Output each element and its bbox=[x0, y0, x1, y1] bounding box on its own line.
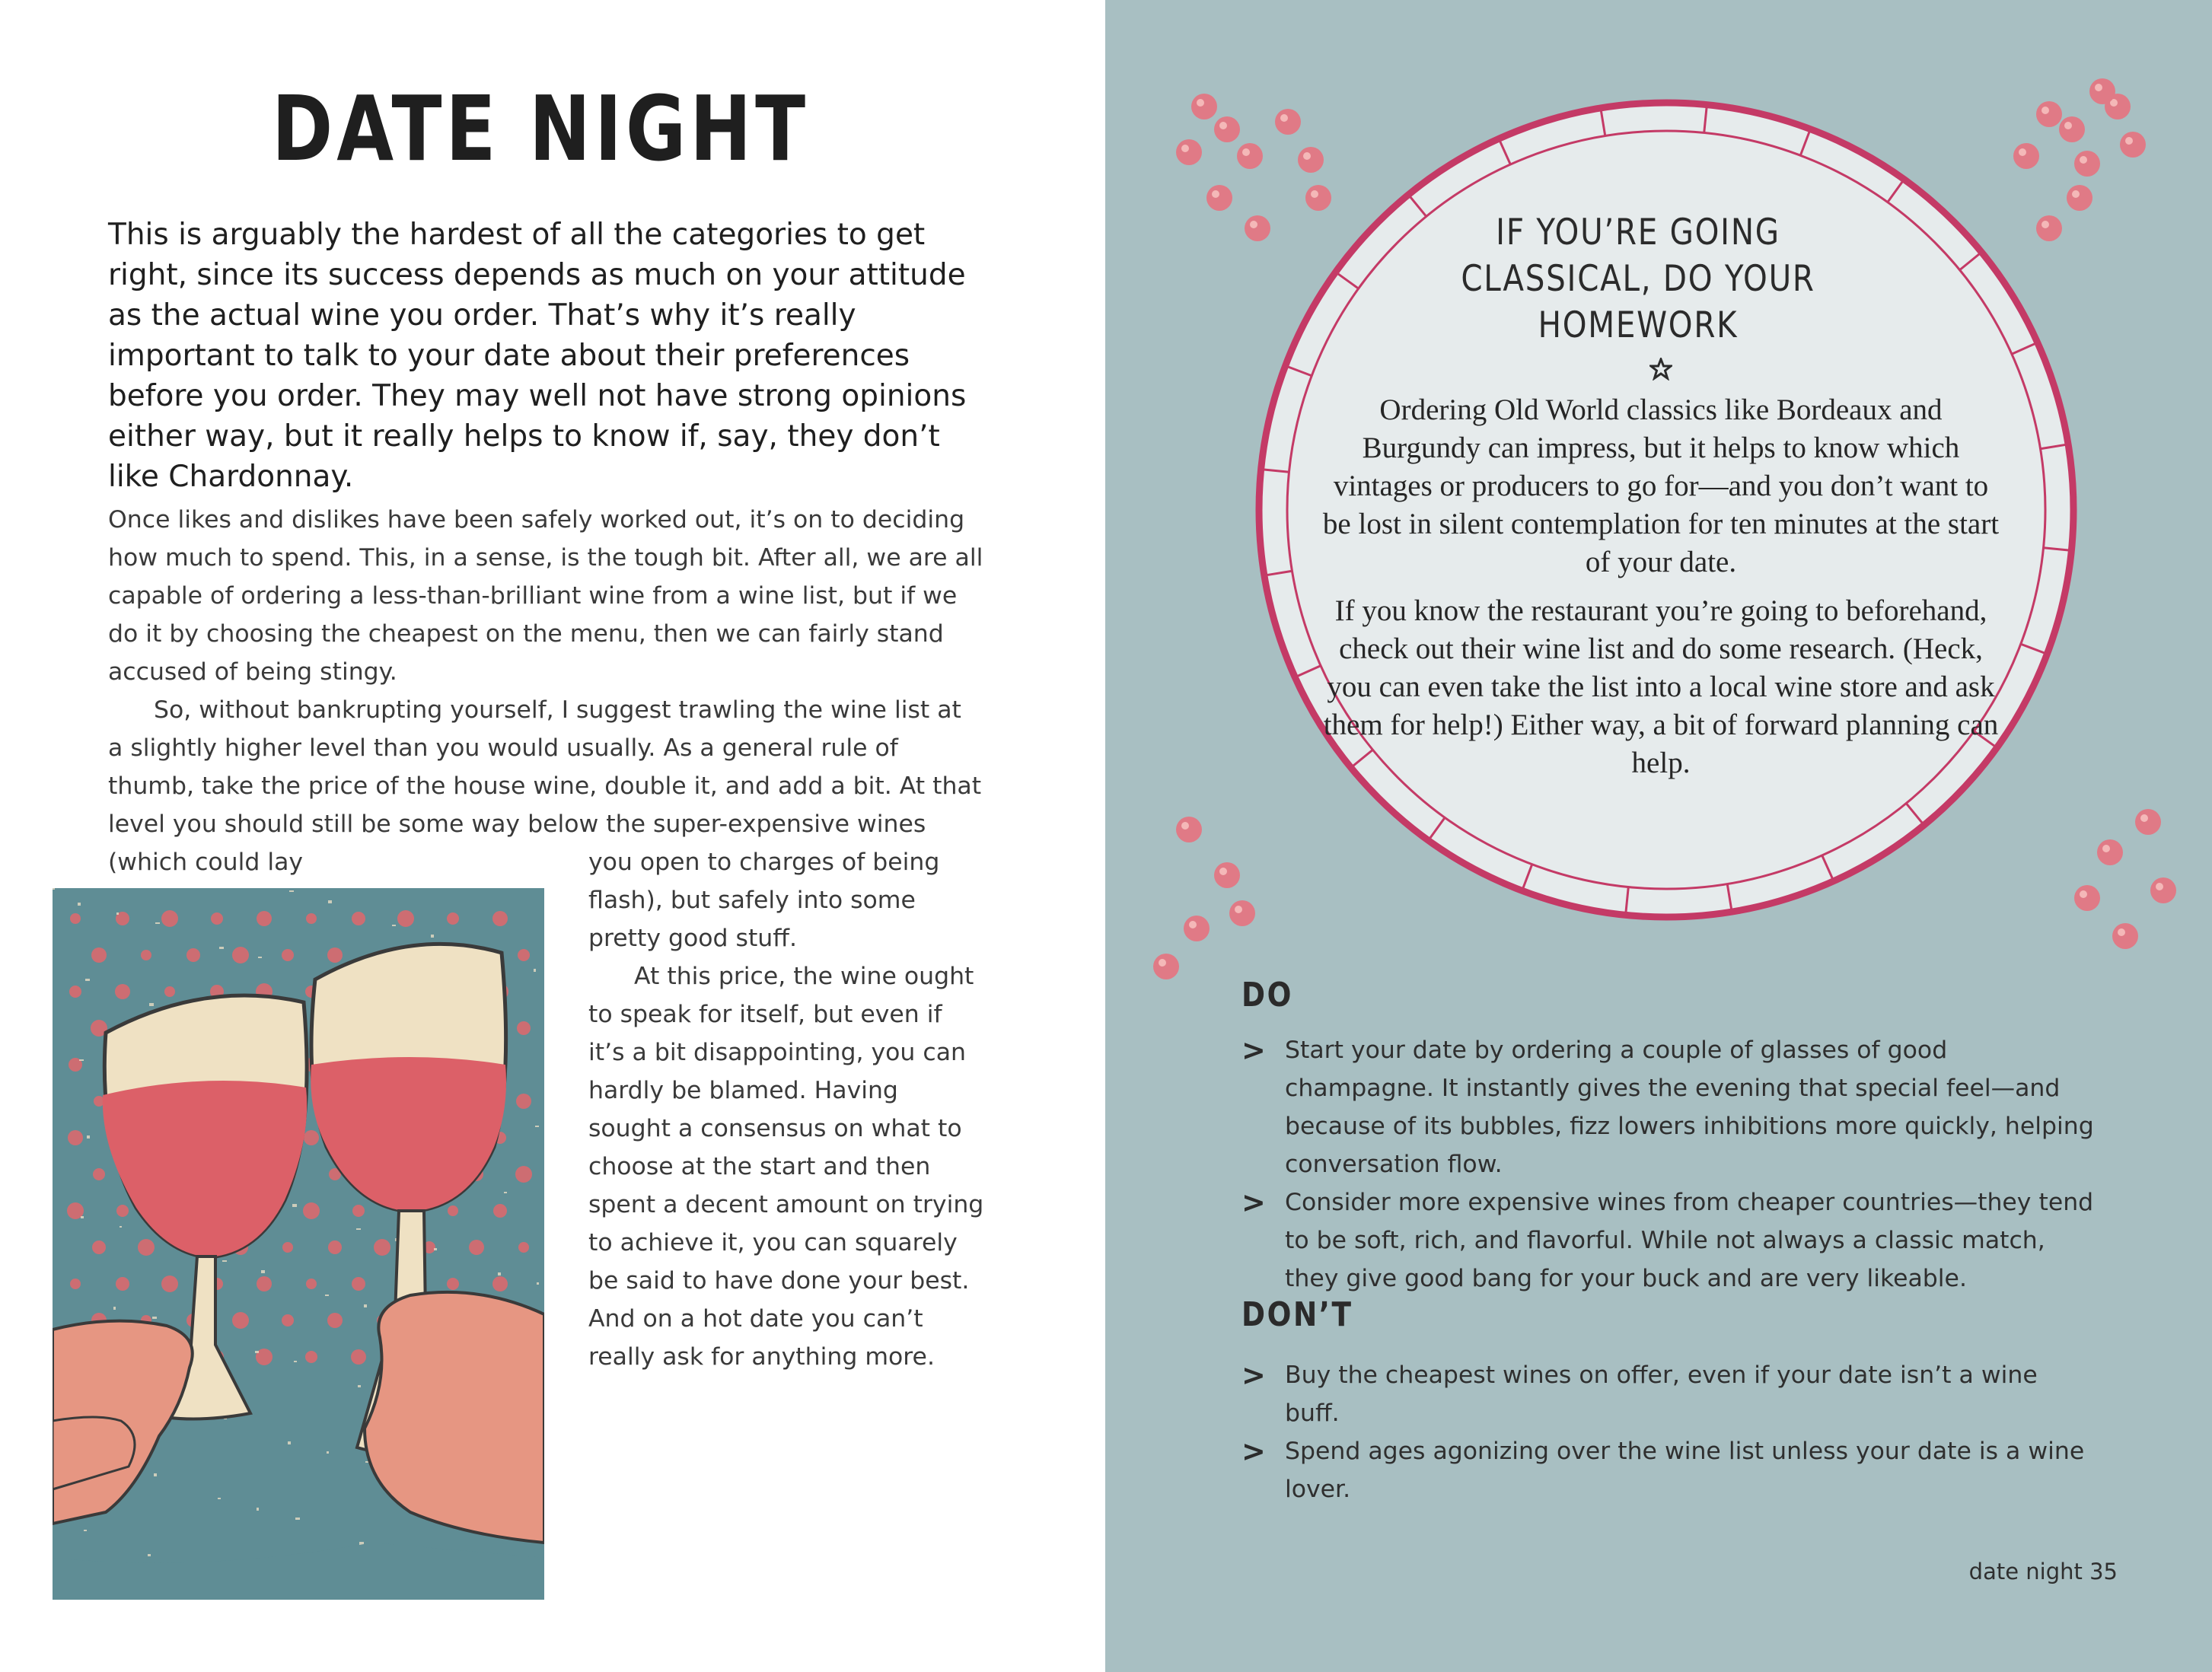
intro-paragraph: This is arguably the hardest of all the categories to get right, since its success depends as much on your attitude as the actual wine you order. That’s why it’s really important to talk to your date about their preferences before you order. They may well not have strong opinions either way, but it really helps to know if, say, they don’t like Chardonnay. bbox=[108, 218, 967, 494]
list-item: > Spend ages agonizing over the wine list unless your date is a wine lover. bbox=[1241, 1432, 2094, 1508]
callout-paragraph-1: Ordering Old World classics like Bordeaux and Burgundy can impress, but it helps to know which vintages or producers to go for—and you don’t want to be lost in silent contemplation for ten minutes at the start of your date. bbox=[1322, 393, 2000, 578]
callout-title: IF YOU’RE GOING CLASSICAL, DO YOUR HOMEWORK bbox=[1461, 212, 1815, 346]
list-item: > Start your date by ordering a couple of glasses of good champagne. It instantly gives the evening that special feel—and because of its bubbles, fizz lowers inhibitions more quickly, helping conversation flow. bbox=[1241, 1031, 2094, 1183]
body-text bbox=[108, 501, 983, 881]
chevron-right-icon: > bbox=[1241, 1186, 1266, 1219]
star-icon bbox=[1649, 358, 1672, 381]
dont-heading: DON’T bbox=[1241, 1295, 1353, 1334]
chevron-right-icon: > bbox=[1241, 1435, 1266, 1468]
column-text bbox=[588, 843, 984, 1376]
do-list bbox=[1241, 1031, 2094, 1298]
body-paragraph-3: At this price, the wine ought to speak for itself, but even if it’s a bit disappointing, you can hardly be blamed. Having sought a consensus on what to choose at the start and then spent a decent amount on trying to achieve it, you can squarely be said to have done your best. And on a hot date you can’t really ask for anything more. bbox=[588, 963, 984, 1371]
body-paragraph-1: Once likes and dislikes have been safely worked out, it’s on to deciding how much to spend. This, in a sense, is the tough bit. After all, we are all capable of ordering a less-than-brilliant wine from a wine list, but if we do it by choosing the cheapest on the menu, then we can fairly stand accused of being stingy. bbox=[108, 506, 983, 686]
wine-glasses-illustration bbox=[53, 888, 544, 1600]
chevron-right-icon: > bbox=[1241, 1033, 1266, 1067]
page-footer: date night 35 bbox=[1968, 1559, 2118, 1584]
do-heading: DO bbox=[1241, 976, 1293, 1014]
toast-illustration-icon bbox=[53, 888, 544, 1600]
list-item: > Buy the cheapest wines on offer, even if your date isn’t a wine buff. bbox=[1241, 1356, 2094, 1432]
callout-body bbox=[1318, 391, 2003, 793]
right-page bbox=[1105, 0, 2212, 1672]
page-title: DATE NIGHT bbox=[271, 76, 810, 181]
list-item: > Consider more expensive wines from cheaper countries—they tend to be soft, rich, and flavorful. While not always a classic match, they give good bang for your buck and are very likeable. bbox=[1241, 1183, 2094, 1298]
callout-paragraph-2: If you know the restaurant you’re going to beforehand, check out their wine list and do some research. (Heck, you can even take the list into a local wine store and ask them for help!) Either way, a bit of forward planning can help. bbox=[1323, 594, 1999, 779]
left-page bbox=[0, 0, 1105, 1672]
chevron-right-icon: > bbox=[1241, 1358, 1266, 1392]
body-paragraph-2-continued: you open to charges of being flash), but safely into some pretty good stuff. bbox=[588, 849, 940, 952]
body-paragraph-2: So, without bankrupting yourself, I suggest trawling the wine list at a slightly higher level than you would usually. As a general rule of thumb, take the price of the house wine, double it, and add a bit. At that level you should still be some way below the super-expensive wines (which could lay bbox=[108, 696, 982, 876]
dont-list bbox=[1241, 1356, 2094, 1508]
